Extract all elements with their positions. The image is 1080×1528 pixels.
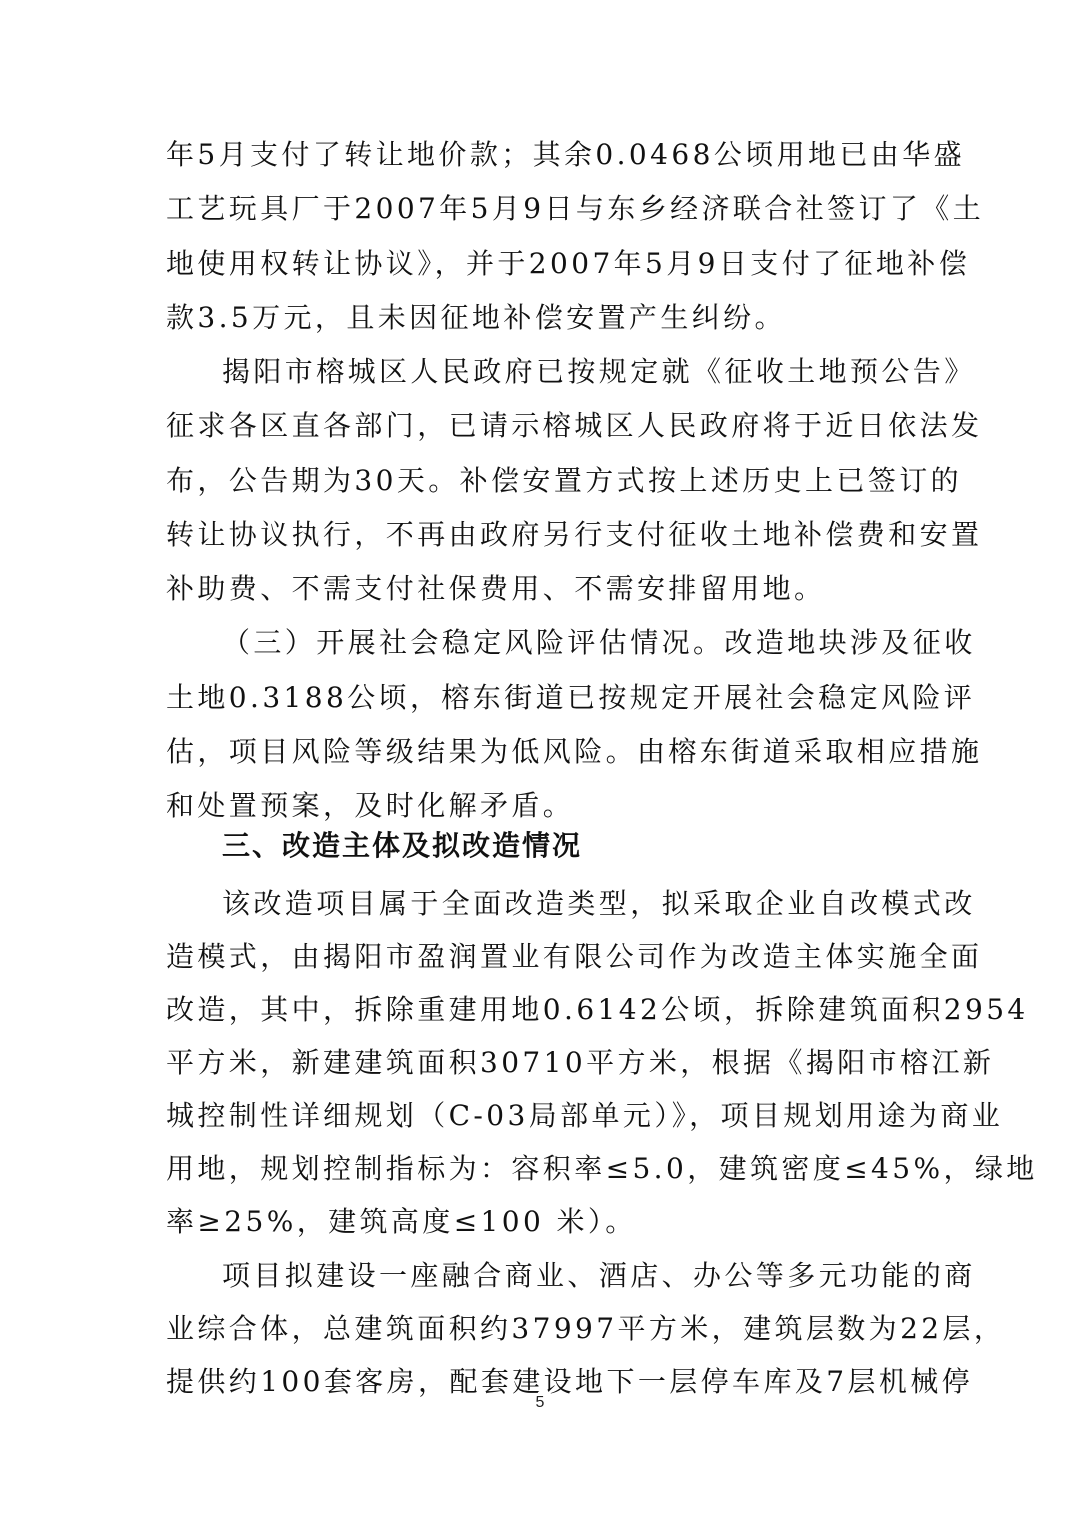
text-line: 款3.5万元，且未因征地补偿安置产生纠纷。 xyxy=(166,301,786,334)
text-line: 估，项目风险等级结果为低风险。由榕东街道采取相应措施 xyxy=(166,735,983,768)
text-line: 补助费、不需支付社保费用、不需安排留用地。 xyxy=(166,572,826,605)
text-line: 城控制性详细规划（C-03局部单元）》，项目规划用途为商业 xyxy=(166,1099,1004,1132)
text-line: 提供约100套客房，配套建设地下一层停车库及7层机械停 xyxy=(166,1365,974,1398)
text-line: 布，公告期为30天。补偿安置方式按上述历史上已签订的 xyxy=(166,464,963,497)
text-line: 和处置预案，及时化解矛盾。 xyxy=(166,789,575,822)
text-line: 平方米，新建建筑面积30710平方米，根据《揭阳市榕江新 xyxy=(166,1046,995,1079)
text-line: 项目拟建设一座融合商业、酒店、办公等多元功能的商 xyxy=(222,1259,976,1292)
text-line: 率≥25%，建筑高度≤100 米）。 xyxy=(166,1205,637,1238)
text-line: 征求各区直各部门，已请示榕城区人民政府将于近日依法发 xyxy=(166,409,983,442)
text-line: 地使用权转让协议》，并于2007年5月9日支付了征地补偿 xyxy=(166,247,971,280)
page-number: 5 xyxy=(535,1394,545,1411)
text-line: 土地0.3188公顷，榕东街道已按规定开展社会稳定风险评 xyxy=(166,681,976,714)
text-line: 造模式，由揭阳市盈润置业有限公司作为改造主体实施全面 xyxy=(166,940,983,973)
text-line: 转让协议执行，不再由政府另行支付征收土地补偿费和安置 xyxy=(166,518,983,551)
text-line: 年5月支付了转让地价款；其余0.0468公顷用地已由华盛 xyxy=(166,138,965,171)
text-line: 业综合体，总建筑面积约37997平方米，建筑层数为22层， xyxy=(166,1312,1006,1345)
text-line: 该改造项目属于全面改造类型，拟采取企业自改模式改 xyxy=(222,887,976,920)
section-heading: 三、改造主体及拟改造情况 xyxy=(222,829,583,862)
text-line: 工艺玩具厂于2007年5月9日与东乡经济联合社签订了《土 xyxy=(166,192,985,225)
text-line: 揭阳市榕城区人民政府已按规定就《征收土地预公告》 xyxy=(222,355,976,388)
text-line: （三）开展社会稳定风险评估情况。改造地块涉及征收 xyxy=(222,626,976,659)
text-line: 用地，规划控制指标为：容积率≤5.0，建筑密度≤45%，绿地 xyxy=(166,1152,1038,1185)
text-line: 改造，其中，拆除重建用地0.6142公顷，拆除建筑面积2954 xyxy=(166,993,1029,1026)
